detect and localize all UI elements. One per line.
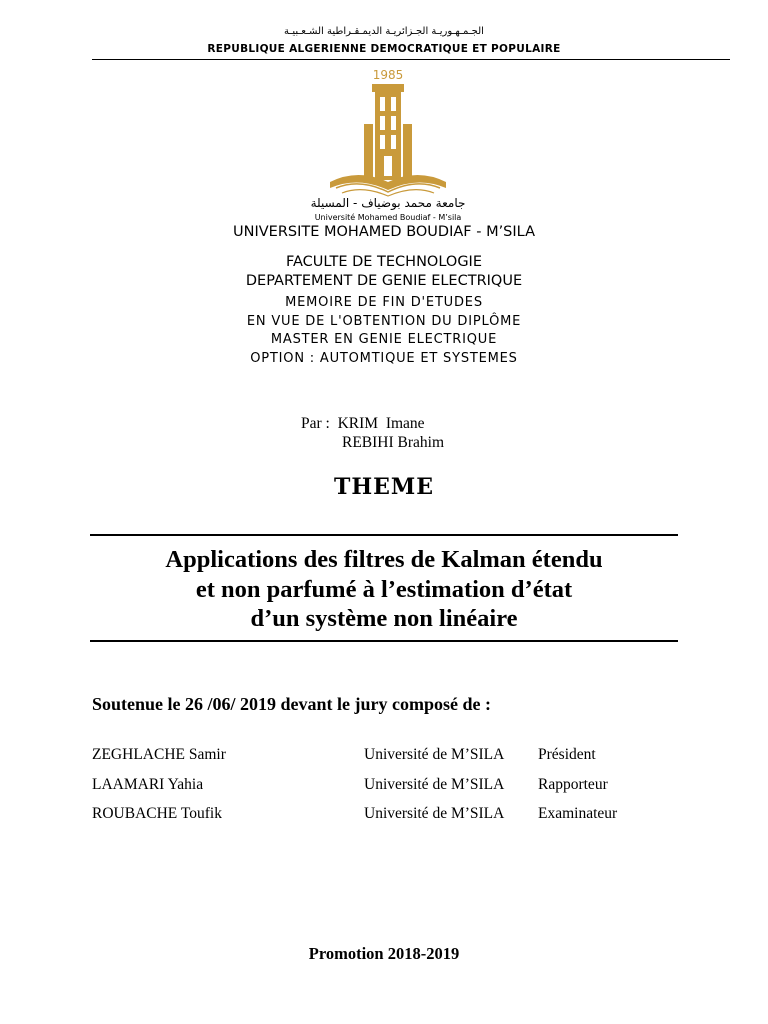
jury-row bbox=[92, 805, 692, 827]
title-bottom-rule bbox=[90, 640, 678, 642]
defense-statement: Soutenue le 26 /06/ 2019 devant le jury composé de : bbox=[92, 694, 491, 714]
university-logo-icon bbox=[298, 64, 478, 226]
thesis-title bbox=[0, 545, 768, 634]
memoire-line-3: MASTER EN GENIE ELECTRIQUE bbox=[270, 332, 498, 347]
promotion-label: Promotion 2018-2019 bbox=[308, 944, 460, 963]
jury-member-name: LAAMARI Yahia bbox=[92, 776, 204, 793]
arabic-republic-heading: الجـمـهـوريـة الجـزائريـة الديمـقـراطية الشـعـبيـة bbox=[284, 26, 484, 37]
title-line: d’un système non linéaire bbox=[250, 605, 518, 632]
jury-member-university: Université de M’SILA bbox=[364, 746, 505, 763]
jury-member-name: ROUBACHE Toufik bbox=[92, 805, 222, 822]
logo-arabic-name: جامعة محمد بوضياف - المسيلة bbox=[310, 196, 466, 210]
jury-member-university: Université de M’SILA bbox=[364, 805, 505, 822]
jury-member-role: Rapporteur bbox=[538, 776, 608, 793]
title-top-rule bbox=[90, 534, 678, 536]
jury-member-name: ZEGHLACHE Samir bbox=[92, 746, 226, 763]
theme-label: THEME bbox=[333, 474, 435, 500]
author-name: REBIHI Brahim bbox=[342, 434, 445, 451]
jury-member-role: Examinateur bbox=[538, 805, 618, 822]
header-divider bbox=[92, 59, 730, 60]
faculty-name: FACULTE DE TECHNOLOGIE bbox=[285, 254, 482, 270]
authors-prefix: Par : bbox=[301, 415, 330, 432]
memoire-line-1: MEMOIRE DE FIN D'ETUDES bbox=[285, 295, 483, 310]
jury-member-university: Université de M’SILA bbox=[364, 776, 505, 793]
university-logo bbox=[298, 64, 478, 226]
jury-member-role: Président bbox=[538, 746, 596, 763]
republic-heading: REPUBLIQUE ALGERIENNE DEMOCRATIQUE ET POPULAIRE bbox=[207, 43, 561, 55]
jury-row bbox=[92, 746, 692, 768]
jury-row bbox=[92, 776, 692, 798]
authors-line-1 bbox=[301, 415, 425, 433]
memoire-line-4: OPTION : AUTOMTIQUE ET SYSTEMES bbox=[250, 351, 518, 366]
university-name: UNIVERSITE MOHAMED BOUDIAF - M’SILA bbox=[233, 224, 535, 240]
title-line: et non parfumé à l’estimation d’état bbox=[195, 575, 573, 603]
author-name: KRIM Imane bbox=[337, 415, 425, 432]
logo-latin-name: Université Mohamed Boudiaf - M’sila bbox=[314, 213, 462, 222]
memoire-line-2: EN VUE DE L'OBTENTION DU DIPLÔME bbox=[246, 314, 522, 329]
logo-year: 1985 bbox=[372, 68, 404, 82]
title-line: Applications des filtres de Kalman étendu bbox=[165, 546, 603, 573]
department-name: DEPARTEMENT DE GENIE ELECTRIQUE bbox=[245, 273, 523, 289]
